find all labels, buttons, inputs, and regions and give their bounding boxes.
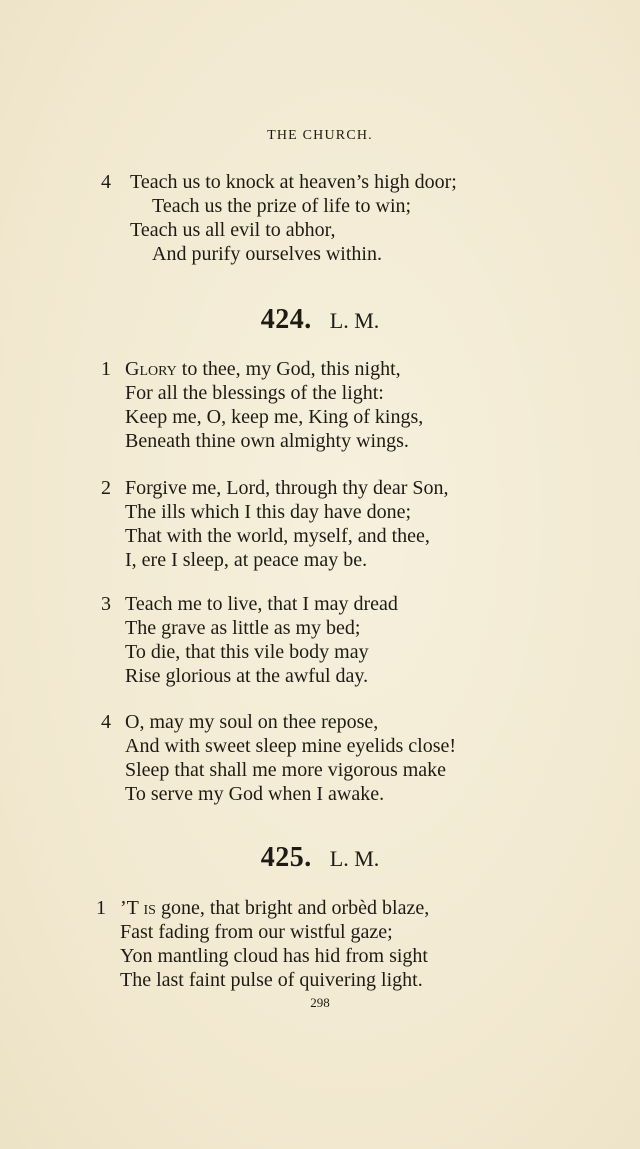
verse-line: Rise glorious at the awful day. <box>125 665 369 687</box>
hymn-424-heading <box>0 304 640 336</box>
first-line-rest: gone, that bright and orbèd blaze, <box>155 897 430 919</box>
stanza-number: 4 <box>101 711 111 733</box>
verse-line: Beneath thine own almighty wings. <box>125 430 409 452</box>
stanza-number: 3 <box>101 593 111 615</box>
verse-line: Fast fading from our wistful gaze; <box>120 921 393 943</box>
verse-line: Teach us the prize of life to win; <box>152 195 412 217</box>
first-word: Glory <box>125 358 177 380</box>
verse-line <box>125 357 401 381</box>
verse-line <box>120 896 429 920</box>
verse-line: Yon mantling cloud has hid from sight <box>120 945 428 967</box>
hymn-meter: L. M. <box>329 308 380 333</box>
verse-line: And with sweet sleep mine eyelids close! <box>125 735 457 757</box>
verse-line: Keep me, O, keep me, King of kings, <box>125 406 424 428</box>
page-number: 298 <box>310 995 330 1010</box>
stanza-number: 1 <box>96 897 106 919</box>
running-head: THE CHURCH. <box>267 128 373 143</box>
verse-line: Sleep that shall me more vigorous make <box>125 759 447 781</box>
verse-line: The grave as little as my bed; <box>125 617 361 639</box>
verse-line: To die, that this vile body may <box>125 641 369 663</box>
hymn-425-heading <box>0 842 640 874</box>
hymn-number: 424. <box>260 304 312 335</box>
verse-line: To serve my God when I awake. <box>125 783 385 805</box>
verse-line: Teach us to knock at heaven’s high door; <box>130 171 457 193</box>
verse-line: Teach me to live, that I may dread <box>125 593 398 615</box>
verse-line: The last faint pulse of quivering light. <box>120 969 423 991</box>
verse-line: I, ere I sleep, at peace may be. <box>125 549 368 571</box>
verse-line: The ills which I this day have done; <box>125 501 412 523</box>
verse-line: Forgive me, Lord, through thy dear Son, <box>125 477 449 499</box>
stanza-number: 1 <box>101 358 111 380</box>
stanza-number: 2 <box>101 477 111 499</box>
hymn-number: 425. <box>260 842 312 873</box>
first-word: ’T is <box>120 897 156 919</box>
verse-line: And purify ourselves within. <box>152 243 382 265</box>
verse-line: For all the blessings of the light: <box>125 382 384 404</box>
verse-line: Teach us all evil to abhor, <box>130 219 336 241</box>
verse-line: O, may my soul on thee repose, <box>125 711 379 733</box>
stanza-number: 4 <box>101 171 111 193</box>
first-line-rest: to thee, my God, this night, <box>176 358 401 380</box>
verse-line: That with the world, myself, and thee, <box>125 525 430 547</box>
hymn-meter: L. M. <box>329 846 380 871</box>
